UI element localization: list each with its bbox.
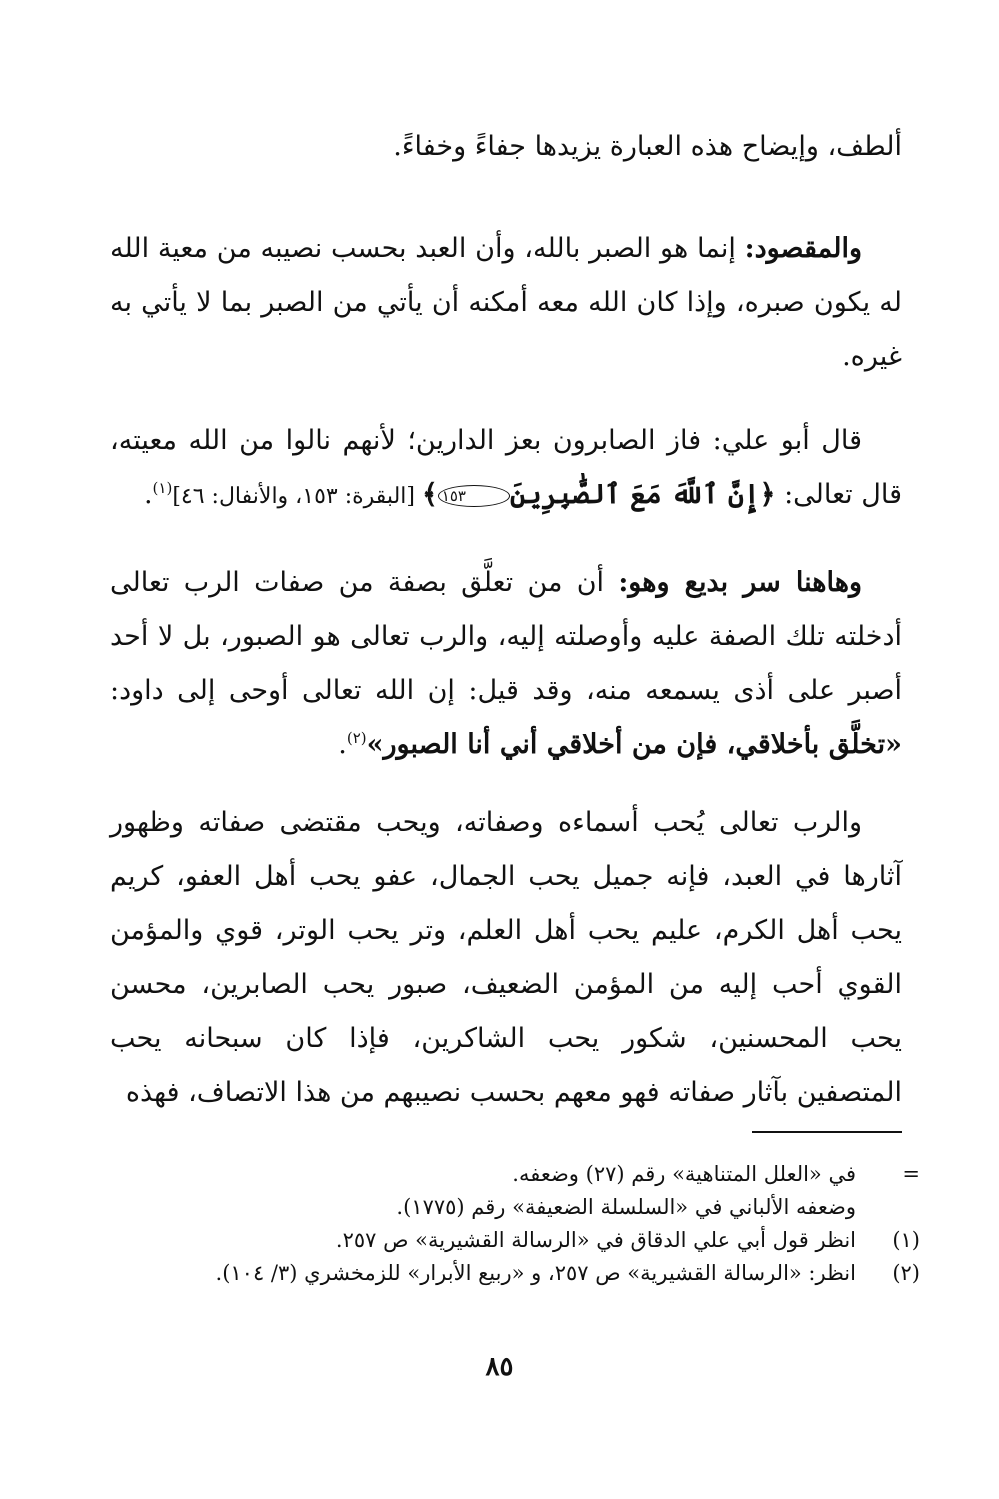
footnote-text: وضعفه الألباني في «السلسلة الضعيفة» رقم (١٧٧٥). (396, 1195, 856, 1219)
paragraph-1 (110, 120, 902, 174)
paragraph-3 (110, 414, 902, 524)
quran-verse: ﴿إِنَّ ٱللَّهَ مَعَ ٱلصَّٰبِرِينَ (509, 479, 776, 510)
footnote-item (110, 1191, 920, 1224)
paragraph-2 (110, 222, 902, 384)
paragraph-5-text: والرب تعالى يُحب أسماءه وصفاته، ويحب مقتضى صفاته وظهور آثارها في العبد، فإنه جميل يحب الجمال، عفو يحب أهل العفو، كريم يحب أهل الكرم، عليم يحب أهل العلم، وتر يحب الوتر، قوي والمؤمن القوي أحب إليه من المؤمن الضعيف، صبور يحب الصابرين، محسن يحب المحسنين، شكور يحب الشاكرين، فإذا كان سبحانه يحب المتصفين بآثار صفاته فهو معهم بحسب نصيبهم من هذا الاتصاف، فهذه (110, 807, 902, 1108)
verse-reference: [البقرة: ١٥٣، والأنفال: ٤٦] (172, 484, 422, 509)
footnote-text: في «العلل المتناهية» رقم (٢٧) وضعفه. (512, 1162, 856, 1186)
footnote-text: انظر قول أبي علي الدقاق في «الرسالة القشيرية» ص ٢٥٧. (335, 1228, 856, 1252)
paragraph-4 (110, 556, 902, 772)
footnote-separator (752, 1131, 902, 1133)
footnote-item (110, 1224, 920, 1257)
paragraph-3-end: . (143, 479, 153, 510)
paragraph-4-end: . (338, 729, 347, 760)
paragraph-5 (110, 796, 902, 1120)
paragraph-4-lead: وهاهنا سر بديع وهو: (618, 567, 862, 598)
footnote-marker: (١) (892, 1228, 920, 1252)
footnote-marker: (٢) (892, 1261, 920, 1285)
paragraph-2-lead: والمقصود: (744, 233, 862, 264)
quoted-saying: «تخلَّق بأخلاقي، فإن من أخلاقي أني أنا الصبور» (366, 729, 902, 760)
footnote-ref-2: (٢) (346, 729, 367, 747)
page-number: ٨٥ (485, 1352, 514, 1382)
footnote-item (110, 1158, 920, 1191)
footnote-text: انظر: «الرسالة القشيرية» ص ٢٥٧، و «ربيع الأبرار» للزمخشري (٣/ ١٠٤). (215, 1261, 856, 1285)
quran-verse-close: ﴾ (421, 479, 438, 510)
paragraph-2-text: إنما هو الصبر بالله، وأن العبد بحسب نصيبه من معية الله له يكون صبره، وإذا كان الله معه أمكنه أن يأتي من الصبر بما لا يأتي به غيره. (110, 233, 902, 372)
footnotes (110, 1158, 920, 1290)
footnote-ref-1: (١) (152, 479, 173, 497)
paragraph-1-text: ألطف، وإيضاح هذه العبارة يزيدها جفاءً وخفاءً. (393, 131, 902, 162)
paragraph-4-text: أن من تعلَّق بصفة من صفات الرب تعالى أدخلته تلك الصفة عليه وأوصلته إليه، والرب تعالى هو الصبور، بل لا أحد أصبر على أذى يسمعه منه، وقد قيل: إن الله تعالى أوحى إلى داود: (110, 567, 902, 706)
footnote-item (110, 1257, 920, 1290)
verse-number-marker: ١٥٣ (438, 485, 510, 507)
footnote-marker: = (902, 1162, 920, 1186)
paragraph-3-text: قال أبو علي: فاز الصابرون بعز الدارين؛ لأنهم نالوا من الله معيته، قال تعالى: (110, 425, 902, 510)
